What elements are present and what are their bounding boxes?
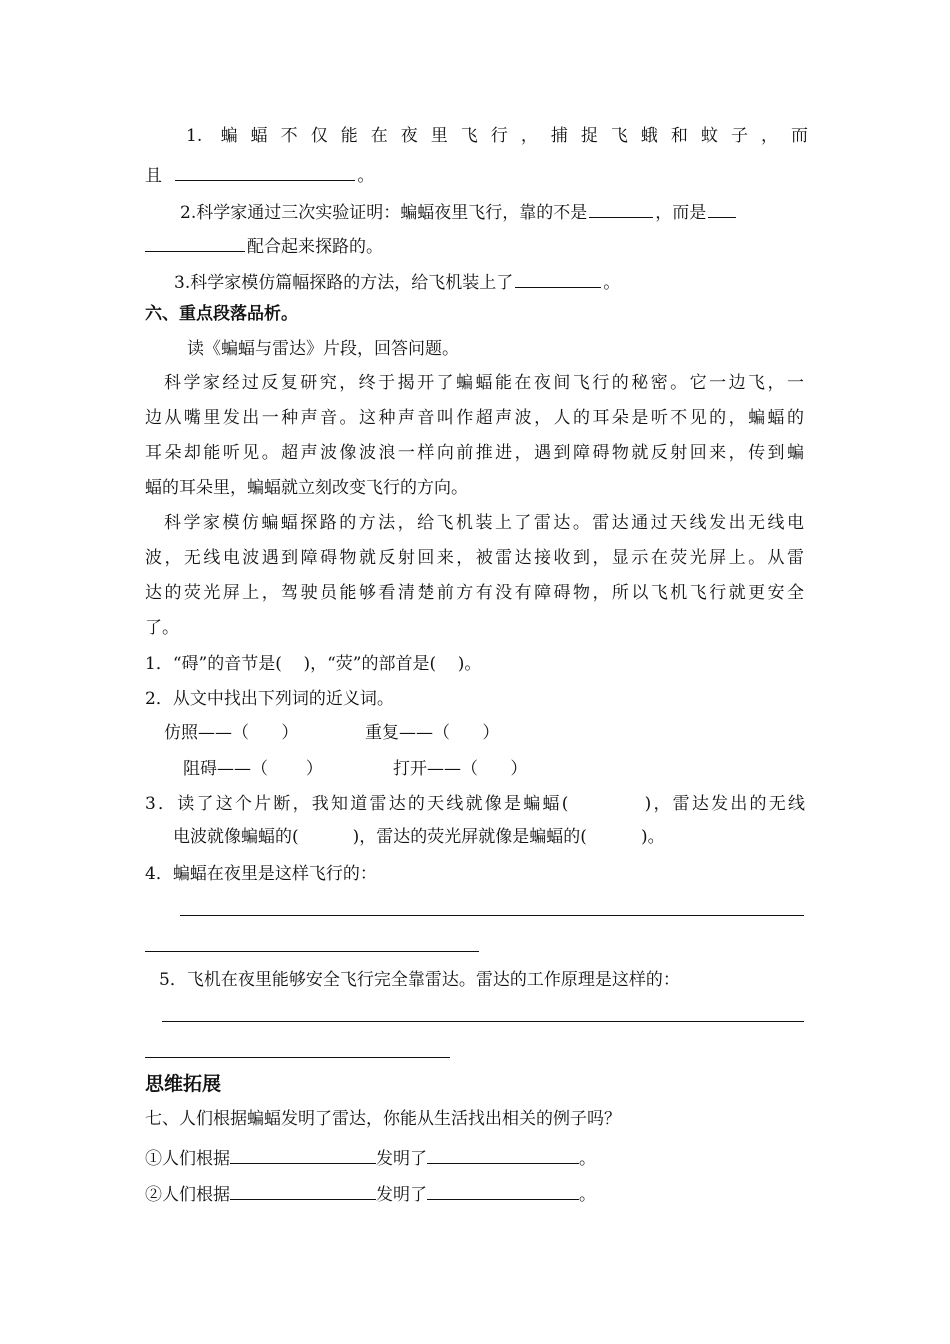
passage-p1-line3: 耳朵却能听见。超声波像波浪一样向前推进，遇到障碍物就反射回来，传到蝙 <box>145 443 804 463</box>
q5-item1-line1: 1. 蝙蝠不仅能在夜里飞行，捕捉飞蛾和蚊子，而 <box>186 126 808 146</box>
q6-sub3-line2: 电波就像蝙蝠的( )，雷达的荧光屏就像是蝙蝠的( )。 <box>173 827 665 847</box>
synonym-chongfu: 重复——（ ） <box>365 723 500 743</box>
q6-sub4-answer-line1[interactable] <box>180 915 804 916</box>
q7-example-1: ①人们根据 发明了 。 <box>145 1146 596 1168</box>
q6-sub5-answer-line1[interactable] <box>162 1021 804 1022</box>
q7-ex1-blank-basis[interactable] <box>230 1146 376 1164</box>
q6-sub2: 2．从文中找出下列词的近义词。 <box>145 689 394 709</box>
q5-item2-line1: 2.科学家通过三次实验证明：蝙蝠夜里飞行，靠的不是 ，而是 <box>180 200 738 222</box>
q6-sub4: 4．蝙蝠在夜里是这样飞行的： <box>145 864 377 884</box>
q6-sub5-answer-line2[interactable] <box>145 1057 450 1058</box>
passage-p1-line4: 蝠的耳朵里，蝙蝠就立刻改变飞行的方向。 <box>145 478 468 498</box>
q5-item3: 3.科学家模仿篇幅探路的方法，给飞机装上了 。 <box>174 270 620 292</box>
passage-p1-line2: 边从嘴里发出一种声音。这种声音叫作超声波，人的耳朵是听不见的，蝙蝠的 <box>145 408 804 428</box>
q7-ex1-blank-invention[interactable] <box>427 1146 579 1164</box>
passage-p2-line3: 达的荧光屏上，驾驶员能够看清楚前方有没有障碍物，所以飞机飞行就更安全 <box>145 583 804 603</box>
q7-ex2-blank-basis[interactable] <box>230 1182 376 1200</box>
q5-item2-blank1[interactable] <box>589 200 653 218</box>
q5-item2-blank2-start[interactable] <box>708 200 736 218</box>
q6-sub1: 1．“碍”的音节是( )，“荧”的部首是( )。 <box>145 654 482 674</box>
q5-item1-blank[interactable] <box>175 163 355 181</box>
synonym-fangzhao: 仿照——（ ） <box>164 723 299 743</box>
q6-sub3-line1: 3．读了这个片断，我知道雷达的天线就像是蝙蝠( )，雷达发出的无线 <box>145 794 805 814</box>
extension-heading: 思维拓展 <box>145 1073 222 1095</box>
q5-item1-line2: 且 。 <box>145 163 374 185</box>
q5-item2-line2: 配合起来探路的。 <box>145 234 383 256</box>
q6-heading: 六、重点段落品析。 <box>145 304 298 324</box>
q5-item3-blank[interactable] <box>515 270 601 288</box>
synonym-zuai: 阻碍——（ ） <box>183 759 323 779</box>
passage-p2-line2: 波，无线电波遇到障碍物就反射回来，被雷达接收到，显示在荧光屏上。从雷 <box>145 548 804 568</box>
q7-question: 七、人们根据蝙蝠发明了雷达，你能从生活找出相关的例子吗？ <box>145 1109 621 1129</box>
passage-p2-line4: 了。 <box>145 618 179 638</box>
passage-p2-line1: 科学家模仿蝙蝠探路的方法，给飞机装上了雷达。雷达通过天线发出无线电 <box>164 513 804 533</box>
q6-sub5: 5．飞机在夜里能够安全飞行完全靠雷达。雷达的工作原理是这样的： <box>159 970 680 990</box>
synonym-dakai: 打开——（ ） <box>393 759 528 779</box>
q6-sub4-answer-line2[interactable] <box>145 951 479 952</box>
q6-intro: 读《蝙蝠与雷达》片段，回答问题。 <box>187 339 459 359</box>
passage-p1-line1: 科学家经过反复研究，终于揭开了蝙蝠能在夜间飞行的秘密。它一边飞，一 <box>164 373 804 393</box>
q7-ex2-blank-invention[interactable] <box>427 1182 579 1200</box>
q7-example-2: ②人们根据 发明了 。 <box>145 1182 596 1204</box>
q5-item2-blank2-end[interactable] <box>145 234 245 252</box>
